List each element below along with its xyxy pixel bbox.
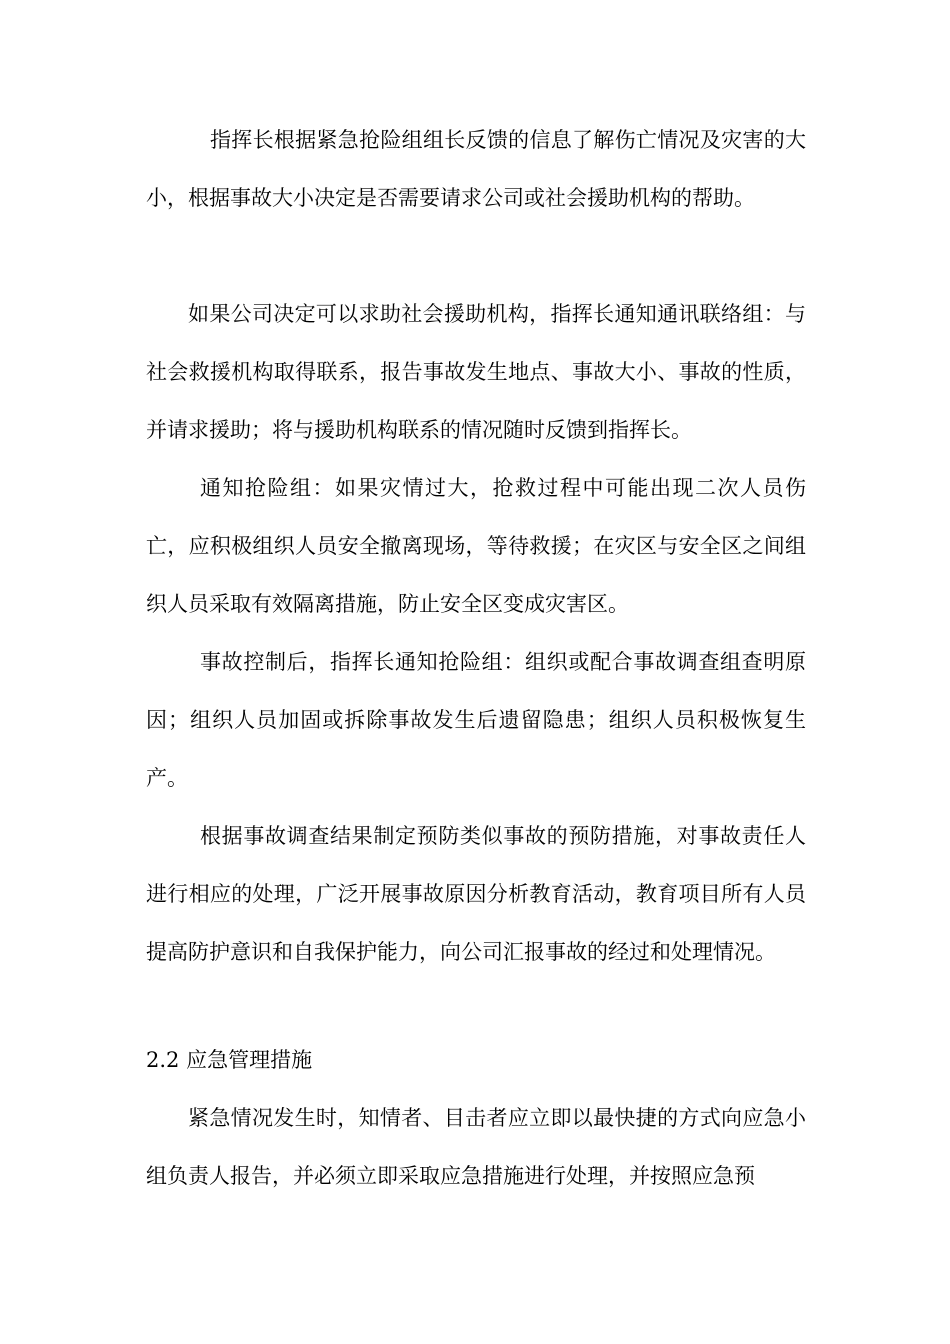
paragraph-notify-rescue-team: 通知抢险组：如果灾情过大，抢救过程中可能出现二次人员伤亡，应积极组织人员安全撤离现场，等待救援；在灾区与安全区之间组织人员采取有效隔离措施，防止安全区变成灾害区。 <box>146 476 806 616</box>
section-heading: 2.2 应急管理措施 <box>146 1048 313 1072</box>
paragraph-post-accident-control: 事故控制后，指挥长通知抢险组：组织或配合事故调查组查明原因；组织人员加固或拆除事故发生后遗留隐患；组织人员积极恢复生产。 <box>146 650 806 790</box>
paragraph-external-assistance: 如果公司决定可以求助社会援助机构，指挥长通知通讯联络组：与社会救援机构取得联系，报告事故发生地点、事故大小、事故的性质，并请求援助；将与援助机构联系的情况随时反馈到指挥长。 <box>146 302 806 442</box>
paragraph-casualty-assessment: 指挥长根据紧急抢险组组长反馈的信息了解伤亡情况及灾害的大小，根据事故大小决定是否需要请求公司或社会援助机构的帮助。 <box>146 128 806 210</box>
paragraph-prevention-measures: 根据事故调查结果制定预防类似事故的预防措施，对事故责任人进行相应的处理，广泛开展事故原因分析教育活动，教育项目所有人员提高防护意识和自我保护能力，向公司汇报事故的经过和处理情况。 <box>146 824 806 964</box>
paragraph-emergency-reporting: 紧急情况发生时，知情者、目击者应立即以最快捷的方式向应急小组负责人报告，并必须立即采取应急措施进行处理，并按照应急预 <box>146 1106 806 1188</box>
